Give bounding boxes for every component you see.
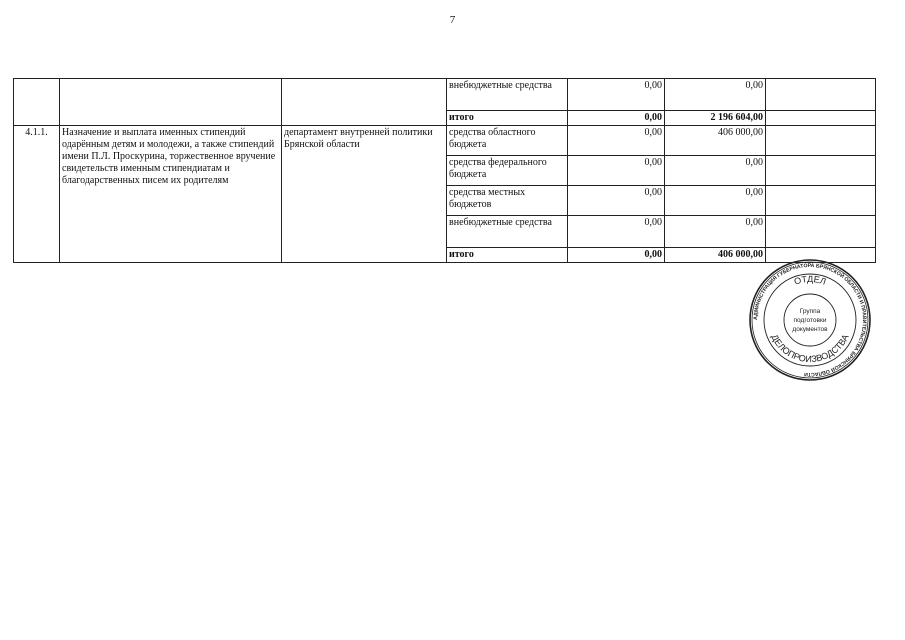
cell-source: средства областного бюджета	[447, 126, 568, 156]
cell-source: средства федерального бюджета	[447, 156, 568, 186]
cell-note	[766, 111, 876, 126]
stamp-center-line-1: Группа	[799, 308, 821, 315]
cell-source: внебюджетные средства	[447, 216, 568, 248]
cell-name	[60, 79, 282, 126]
cell-col1: 0,00	[568, 79, 665, 111]
cell-col2: 0,00	[665, 186, 766, 216]
cell-col1: 0,00	[568, 111, 665, 126]
item-name: Назначение и выплата именных стипендий одарённым детям и молодежи, а также стипендий имени П.Л. Проскурина, торжественное вручение свидетельств именным стипендиатам и благодарственных писем их родителям	[60, 126, 282, 263]
cell-col1: 0,00	[568, 126, 665, 156]
office-stamp	[748, 258, 872, 382]
cell-number	[14, 79, 60, 126]
cell-source: итого	[447, 111, 568, 126]
cell-source: внебюджетные средства	[447, 79, 568, 111]
cell-source: средства местных бюджетов	[447, 186, 568, 216]
cell-note	[766, 156, 876, 186]
svg-text:ДЕЛОПРОИЗВОДСТВА	[769, 333, 850, 364]
table-row	[14, 126, 876, 156]
cell-col1: 0,00	[568, 186, 665, 216]
cell-note	[766, 79, 876, 111]
item-executor: департамент внутренней политики Брянской области	[282, 126, 447, 263]
cell-col2: 0,00	[665, 156, 766, 186]
cell-note	[766, 186, 876, 216]
stamp-center-line-3: документов	[792, 326, 828, 333]
cell-col2: 406 000,00	[665, 248, 766, 263]
cell-col2: 0,00	[665, 79, 766, 111]
budget-table	[13, 78, 876, 263]
cell-col1: 0,00	[568, 248, 665, 263]
stamp-outer-text: АДМИНИСТРАЦИЯ ГУБЕРНАТОРА БРЯНСКОЙ ОБЛАСТИ И ПРАВИТЕЛЬСТВА БРЯНСКОЙ ОБЛАСТИ	[752, 262, 868, 378]
cell-source: итого	[447, 248, 568, 263]
cell-col1: 0,00	[568, 156, 665, 186]
stamp-center-line-2: подготовки	[793, 317, 827, 324]
item-number: 4.1.1.	[14, 126, 60, 263]
cell-executor	[282, 79, 447, 126]
cell-col2: 0,00	[665, 216, 766, 248]
stamp-bottom-text: ДЕЛОПРОИЗВОДСТВА	[769, 332, 851, 365]
cell-note	[766, 126, 876, 156]
cell-col1: 0,00	[568, 216, 665, 248]
svg-text:ОТДЕЛ	[793, 274, 828, 287]
cell-col2: 2 196 604,00	[665, 111, 766, 126]
page-number: 7	[449, 14, 456, 26]
cell-col2: 406 000,00	[665, 126, 766, 156]
stamp-top-text: ОТДЕЛ	[792, 273, 828, 287]
table-row	[14, 79, 876, 111]
cell-note	[766, 216, 876, 248]
